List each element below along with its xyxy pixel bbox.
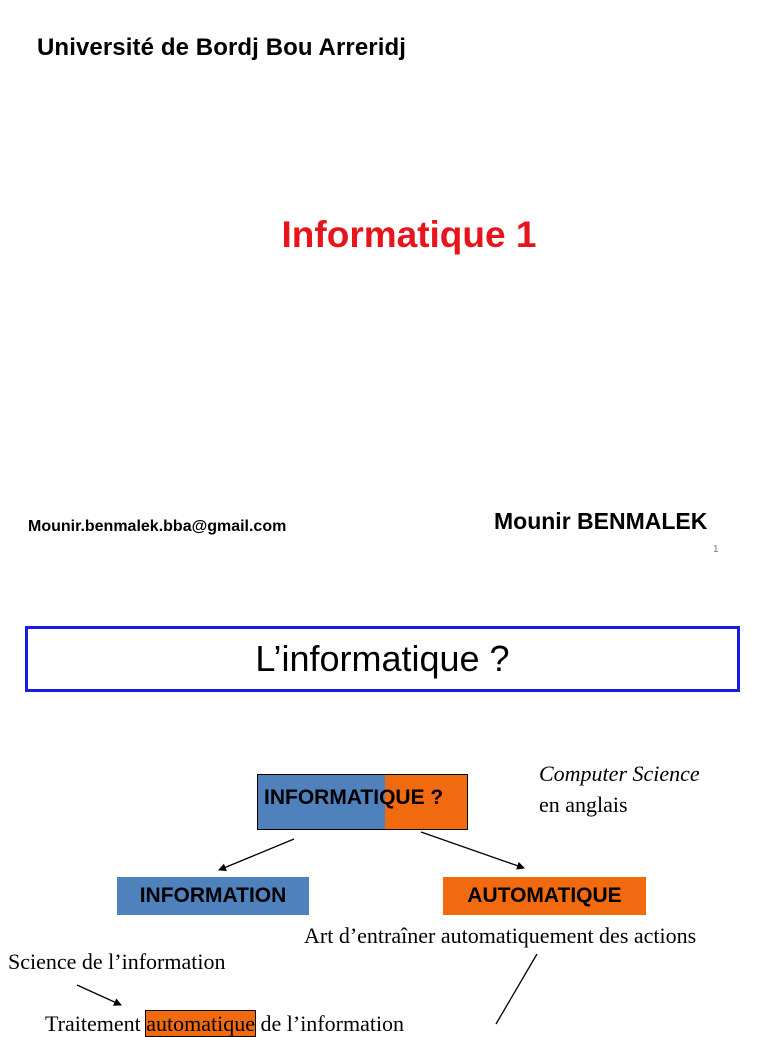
- automatique-definition: Art d’entraîner automatiquement des actions: [304, 923, 697, 948]
- university-name: Université de Bordj Bou Arreridj: [37, 34, 407, 61]
- course-title: Informatique 1: [281, 214, 537, 255]
- traitement-suffix: de l’information: [254, 1011, 405, 1036]
- en-anglais-label: en anglais: [539, 792, 628, 817]
- diagram-arrows: [0, 598, 768, 1024]
- information-label: INFORMATION: [139, 884, 287, 907]
- computer-science-label: Computer Science: [539, 761, 700, 786]
- traitement-prefix: Traitement: [45, 1011, 147, 1036]
- page-gap: [0, 575, 768, 598]
- page-number: 1: [713, 544, 719, 555]
- arrow-science-to-traitement: [77, 985, 121, 1005]
- author-name: Mounir BENMALEK: [494, 508, 708, 534]
- automatique-label: AUTOMATIQUE: [467, 884, 622, 907]
- slide-2: [0, 598, 768, 1036]
- traitement-highlight: automatique: [146, 1011, 255, 1036]
- arrow-to-information: [219, 839, 294, 870]
- slide-title: L’informatique ?: [255, 638, 510, 679]
- informatique-word: INFORMATIQUE ?: [264, 786, 444, 809]
- arrow-to-automatique: [421, 832, 524, 868]
- author-email: Mounir.benmalek.bba@gmail.com: [28, 518, 287, 535]
- information-definition: Science de l’information: [8, 949, 226, 974]
- line-art-to-traitement: [496, 954, 537, 1024]
